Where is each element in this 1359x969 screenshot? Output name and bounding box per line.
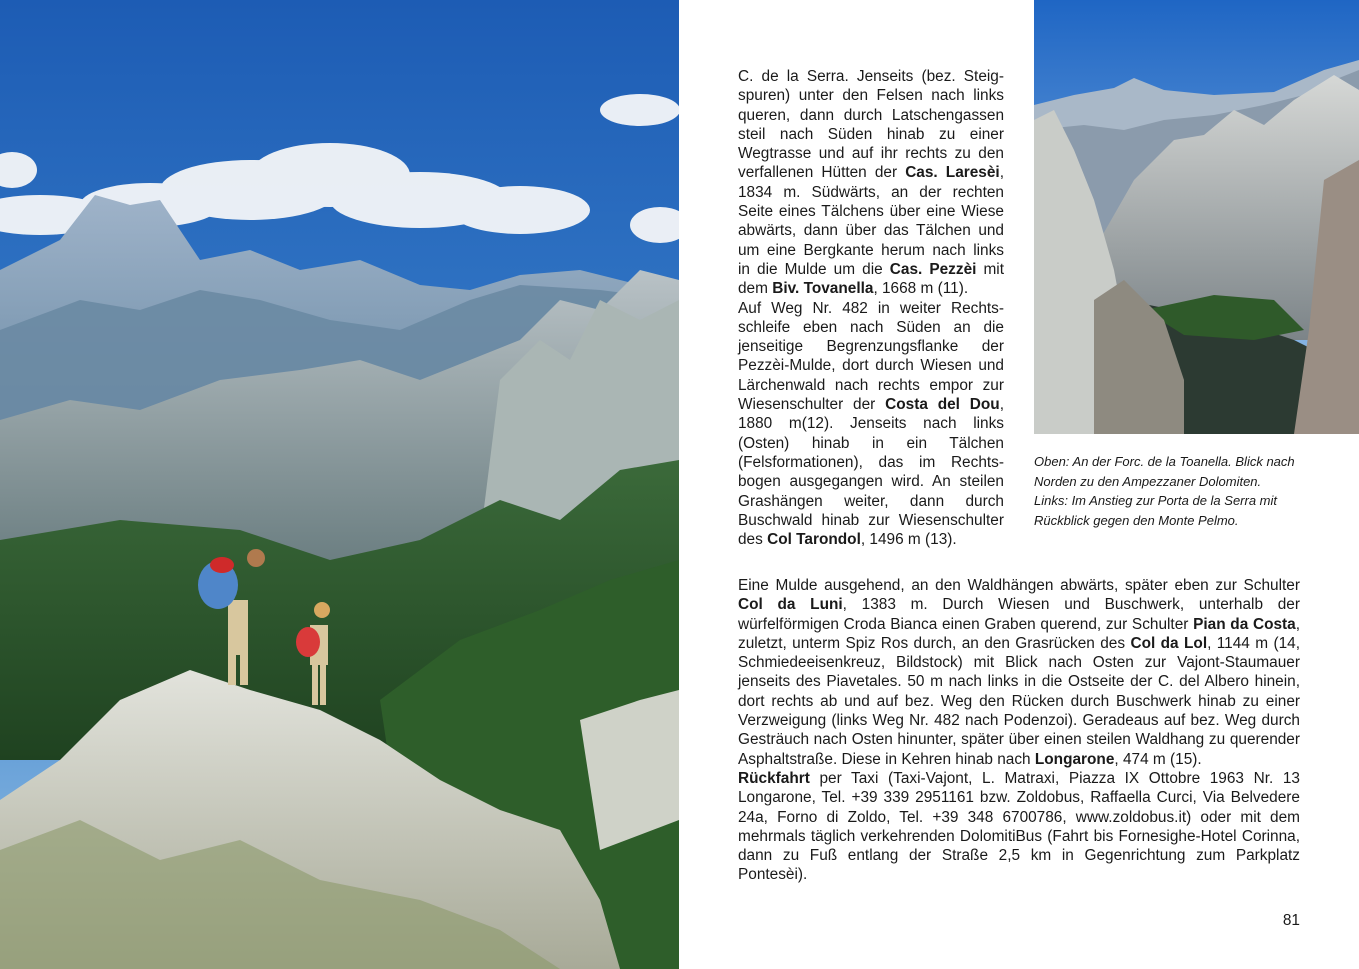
- dolomites-view-photo: [1034, 0, 1359, 434]
- hikers-mountain-photo: [0, 0, 679, 969]
- paragraph-1: C. de la Serra. Jenseits (bez. Steigspuren) unter den Felsen nach links queren, dann durch Latschengassen steil nach Süden hinab zu einer Wegtrasse und auf ihr rechts zu den verfallenen Hütten der Cas. Laresèi, 1834 m. Südwärts, an der rechten Seite eines Tälchens über eine Wiese abwärts, dann über das Tälchen und um eine Bergkante herum nach links in die Mulde um die Cas. Pezzèi mit dem Biv. Tovanella, 1668 m (11).: [738, 68, 1005, 298]
- paragraph-4: Rückfahrt per Taxi (Taxi-Vajont, L. Matraxi, Piazza IX Ottobre 1963 Nr. 13 Longarone, Tel. +39 339 2951161 bzw. Zoldobus, Raffaella Curci, Via Belvedere 24a, Forno di Zoldo, Tel. +39 348 6700786, www.zoldobus.it) oder mit dem mehrmals täglich verkehrenden DolomitiBus (Fahrt bis Fornesighe-Hotel Corinna, dann zu Fuß entlang der Straße 2,5 km in Gegenrichtung zum Parkplatz Pontesèi).: [738, 769, 1300, 884]
- caption-left: Links: Im Anstieg zur Porta de la Serra mit Rückblick gegen den Monte Pelmo.: [1034, 493, 1278, 528]
- text-column-wide: [738, 576, 1300, 885]
- photo-caption: [1034, 452, 1302, 530]
- page-number: 81: [1282, 912, 1300, 929]
- caption-top: Oben: An der Forc. de la Toanella. Blick nach Norden zu den Ampezzaner Dolomiten.: [1034, 454, 1295, 489]
- paragraph-3: Eine Mulde ausgehend, an den Waldhängen abwärts, später eben zur Schulter Col da Luni, 1383 m. Durch Wiesen und Buschwerk, unterhalb der würfelförmigen Croda Bianca einen Graben querend, zur Schulter Pian da Costa, zuletzt, unterm Spiz Ros durch, an den Grasrücken des Col da Lol, 1144 m (14, Schmiedeeisenkreuz, Bildstock) mit Blick nach Osten zur Vajont-Staumauer jenseits des Piavetales. 50 m nach links in die Ostseite der C. del Albero hinein, dort rechts ab und auf bez. Weg den Rücken durch Buschwerk hinab zu einer Verzweigung (links Weg Nr. 482 nach Podenzoi). Geradeaus auf bez. Weg durch Gesträuch nach Osten hinunter, später über einen steilen Waldhang zu querender Asphaltstraße. Diese in Kehren hinab nach Longarone, 474 m (15).: [738, 577, 1300, 768]
- paragraph-2: Auf Weg Nr. 482 in weiter Rechtsschleife eben nach Süden an die jenseitige Begrenzungsflanke der Pezzèi-Mulde, dort durch Wiesen und Lärchenwald nach rechts empor zur Wiesenschulter der Costa del Dou, 1880 m(12). Jenseits nach links (Osten) hinab in ein Tälchen (Felsformationen), das im Rechtsbogen ausgegangen wird. An steilen Grashängen weiter, dann durch Buschwald hinab zur Wiesenschulter des Col Tarondol, 1496 m (13).: [738, 299, 1004, 549]
- text-column-narrow: [738, 67, 1004, 549]
